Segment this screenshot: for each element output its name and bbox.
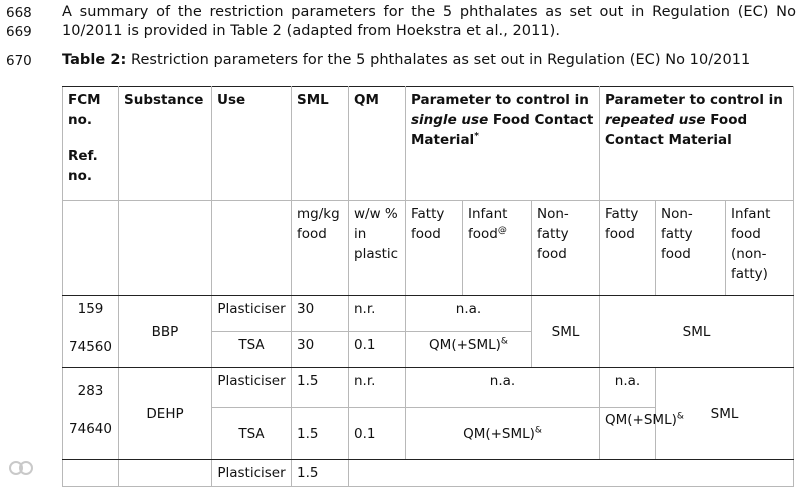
bbp-single-1: n.a.: [406, 296, 532, 332]
units-infant-sup: @: [497, 225, 507, 236]
header-substance: Substance: [119, 87, 212, 201]
paragraph-line: 10/2011 is provided in Table 2 (adapted from Hoekstra et al., 2011).: [62, 23, 560, 39]
bbp-nonfatty: SML: [532, 296, 600, 368]
line-number: 670: [6, 53, 32, 69]
bbp-use-tsa: TSA: [212, 332, 292, 368]
units-infant-label: Infant food: [468, 206, 508, 242]
paragraph-line: A summary of the restriction parameters for the 5 phthalates as set out in Regulation (EC) No: [62, 4, 796, 20]
dehp-use-plasticiser: Plasticiser: [212, 368, 292, 408]
dehp-fcm: 283: [77, 383, 104, 399]
header-use: Use: [212, 87, 292, 201]
watermark-logo-icon: [8, 460, 34, 476]
table-row: [63, 368, 794, 408]
units-empty: [119, 201, 212, 296]
header-single-pre: Parameter to control in: [411, 92, 589, 108]
bbp-single-2-sup: &: [500, 336, 508, 347]
dehp-use-tsa: TSA: [212, 408, 292, 460]
next-empty: [349, 460, 794, 487]
bbp-single-2: [406, 332, 532, 368]
dehp-substance: DEHP: [119, 368, 212, 460]
next-sml: 1.5: [292, 460, 349, 487]
dehp-ref: 74640: [69, 421, 112, 437]
units-empty: [63, 201, 119, 296]
line-number: 668: [6, 5, 32, 21]
next-empty: [119, 460, 212, 487]
header-fcm: [63, 87, 119, 201]
dehp-qm-2: 0.1: [349, 408, 406, 460]
bbp-qm-2: 0.1: [349, 332, 406, 368]
next-use: Plasticiser: [212, 460, 292, 487]
bbp-sml-1: 30: [292, 296, 349, 332]
next-empty: [63, 460, 119, 487]
bbp-sml-2: 30: [292, 332, 349, 368]
header-repeat-pre: Parameter to control in: [605, 92, 783, 108]
dehp-single-1: n.a.: [406, 368, 600, 408]
header-repeat-em: repeated use: [605, 112, 706, 128]
bbp-ref: 74560: [69, 339, 112, 355]
units-fatty: Fatty food: [406, 201, 463, 296]
units-row: [63, 201, 794, 296]
dehp-sml-2: 1.5: [292, 408, 349, 460]
caption-text: Restriction parameters for the 5 phthalates as set out in Regulation (EC) No 10/2011: [126, 52, 751, 68]
header-single-post: Food Contact Material: [411, 112, 594, 148]
dehp-repeat-fatty-1: n.a.: [600, 368, 656, 408]
table-row: [63, 460, 794, 487]
units-repeat-nonfatty: Non-fatty food: [656, 201, 726, 296]
header-single-em: single use: [411, 112, 489, 128]
header-ref-label: Ref. no.: [68, 148, 98, 184]
bbp-fcm: 159: [77, 301, 104, 317]
units-infant: [463, 201, 532, 296]
dehp-repeat-fatty-2: [600, 408, 684, 460]
restriction-table: [62, 86, 794, 487]
dehp-fcm-cell: [63, 368, 119, 460]
dehp-single-2-sup: &: [534, 425, 542, 435]
header-fcm-label: FCM no.: [68, 92, 101, 128]
header-repeated-use: [600, 87, 794, 201]
header-sml: SML: [292, 87, 349, 201]
dehp-repeat-fatty-2-sup: &: [676, 411, 684, 422]
dehp-single-2: [406, 408, 600, 460]
caption-label: Table 2:: [62, 52, 127, 68]
units-qm: w/w % in plastic: [349, 201, 406, 296]
header-repeat-post: Food Contact Material: [605, 112, 748, 148]
table-row: [63, 296, 794, 332]
bbp-substance: BBP: [119, 296, 212, 368]
dehp-qm-1: n.r.: [349, 368, 406, 408]
bbp-qm-1: n.r.: [349, 296, 406, 332]
dehp-repeat-fatty-2-label: QM(+SML): [605, 412, 677, 428]
header-single-use: [406, 87, 600, 201]
dehp-single-2-label: QM(+SML): [463, 425, 535, 442]
units-repeat-infant: Infant food (non-fatty): [726, 201, 794, 296]
units-repeat-fatty: Fatty food: [600, 201, 656, 296]
table-caption: [62, 52, 750, 68]
bbp-repeated: SML: [600, 296, 794, 368]
bbp-fcm-cell: [63, 296, 119, 368]
dehp-repeated: SML: [656, 368, 794, 460]
units-empty: [212, 201, 292, 296]
header-row: [63, 87, 794, 201]
watermark: [8, 460, 34, 480]
dehp-sml-1: 1.5: [292, 368, 349, 408]
units-sml: mg/kg food: [292, 201, 349, 296]
header-single-sup: *: [474, 131, 479, 142]
units-nonfatty: Non-fatty food: [532, 201, 600, 296]
line-number: 669: [6, 24, 32, 40]
bbp-use-plasticiser: Plasticiser: [212, 296, 292, 332]
bbp-single-2-label: QM(+SML): [429, 337, 501, 353]
header-qm: QM: [349, 87, 406, 201]
